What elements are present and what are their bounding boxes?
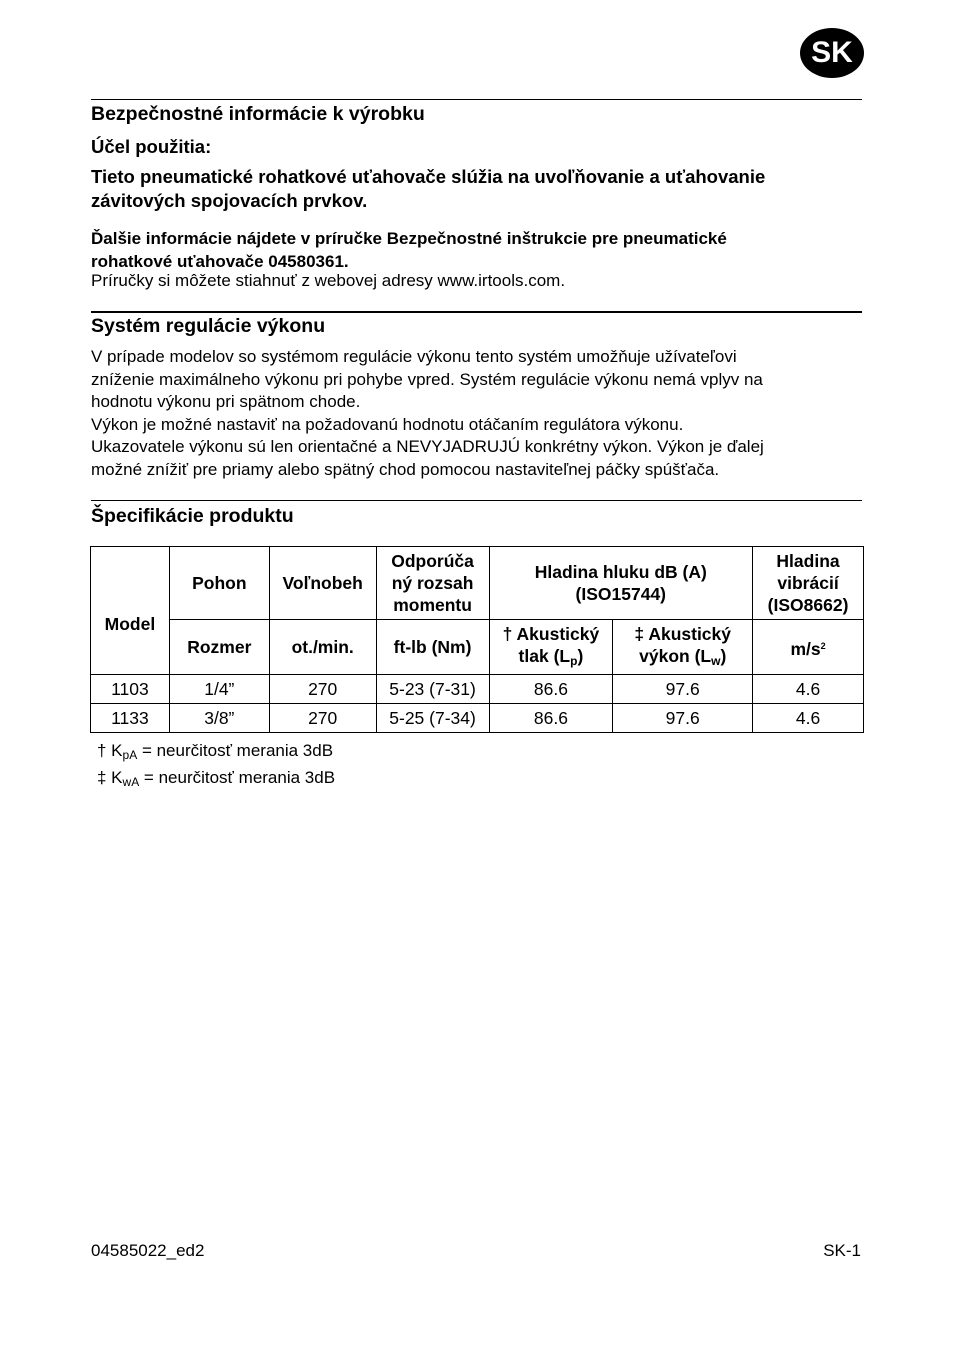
header-sound-pressure: † Akustický tlak $(L_p)$ bbox=[489, 620, 613, 675]
header-model: Model bbox=[91, 547, 170, 675]
header-rozmer: Rozmer bbox=[169, 620, 269, 675]
cell-sound-pressure: 86.6 bbox=[489, 704, 613, 733]
table-row bbox=[91, 675, 864, 704]
power-text: V prípade modelov so systémom regulácie výkonu tento systém umožňuje užívateľovi zníženie maximálneho výkonu pri pohybe vpred. Systém regulácie výkonu nemá vplyv na hodnotu výkonu pri spätnom chode. Výkon je možné nastaviť na požadovanú hodnotu otáčaním regulátora výkonu. Ukazovatele výkonu sú len orientačné a NEVYJADRUJÚ konkrétny výkon. Výkon je ďalej možné znížiť pre priamy alebo spätný chod pomocou nastaviteľnej páčky spúšťača. bbox=[91, 347, 764, 479]
cell-speed: 270 bbox=[269, 704, 376, 733]
page-number: SK-1 bbox=[823, 1241, 861, 1260]
purpose-text: Tieto pneumatické rohatkové uťahovače slúžia na uvoľňovanie a uťahovanie závitových spojovacích prvkov. bbox=[91, 166, 766, 211]
header-pohon: Pohon bbox=[169, 547, 269, 620]
divider-bottom bbox=[91, 500, 862, 501]
spec-heading: Špecifikácie produktu bbox=[91, 505, 294, 527]
header-sound-power: ‡ Akustický výkon $(L_w)$ bbox=[613, 620, 753, 675]
header-speed-unit: ot./min. bbox=[269, 620, 376, 675]
footnote-sound-power: ‡ $K_{wA}$ = neurčitosť merania 3dB bbox=[97, 768, 336, 789]
cell-speed: 270 bbox=[269, 675, 376, 704]
divider-middle bbox=[91, 311, 862, 313]
cell-sound-pressure: 86.6 bbox=[489, 675, 613, 704]
more-info-text: Ďalšie informácie nájdete v príručke Bezpečnostné inštrukcie pre pneumatické rohatkové uťahovače 04580361. bbox=[91, 229, 727, 271]
header-volnobeh: Voľnobeh bbox=[269, 547, 376, 620]
cell-drive: 3/8” bbox=[169, 704, 269, 733]
document-id: 04585022_ed2 bbox=[91, 1241, 205, 1260]
cell-sound-power: 97.6 bbox=[613, 675, 753, 704]
table-row bbox=[91, 704, 864, 733]
cell-vibration: 4.6 bbox=[753, 704, 864, 733]
download-text: Príručky si môžete stiahnuť z webovej adresy www.irtools.com. bbox=[91, 271, 566, 290]
power-heading: Systém regulácie výkonu bbox=[91, 315, 326, 337]
cell-vibration: 4.6 bbox=[753, 675, 864, 704]
divider-top bbox=[91, 99, 862, 100]
table-header-row bbox=[91, 547, 864, 620]
cell-torque: 5-25 (7-34) bbox=[376, 704, 489, 733]
safety-heading: Bezpečnostné informácie k výrobku bbox=[91, 103, 425, 125]
spec-table bbox=[90, 546, 864, 733]
cell-sound-power: 97.6 bbox=[613, 704, 753, 733]
header-torque-unit: ft-lb (Nm) bbox=[376, 620, 489, 675]
header-vibration-unit: $m/s^2$ bbox=[753, 620, 864, 675]
cell-model: 1133 bbox=[91, 704, 170, 733]
cell-drive: 1/4” bbox=[169, 675, 269, 704]
header-vibration: Hladina vibrácií (ISO8662) bbox=[753, 547, 864, 620]
cell-model: 1103 bbox=[91, 675, 170, 704]
header-torque: Odporúča ný rozsah momentu bbox=[376, 547, 489, 620]
language-badge: SK bbox=[800, 28, 864, 78]
footnote-sound-pressure: † $K_{pA}$ = neurčitosť merania 3dB bbox=[97, 741, 334, 762]
purpose-label: Účel použitia: bbox=[91, 136, 212, 157]
cell-torque: 5-23 (7-31) bbox=[376, 675, 489, 704]
header-noise: Hladina hluku dB (A) (ISO15744) bbox=[489, 547, 753, 620]
table-unit-row bbox=[91, 620, 864, 675]
